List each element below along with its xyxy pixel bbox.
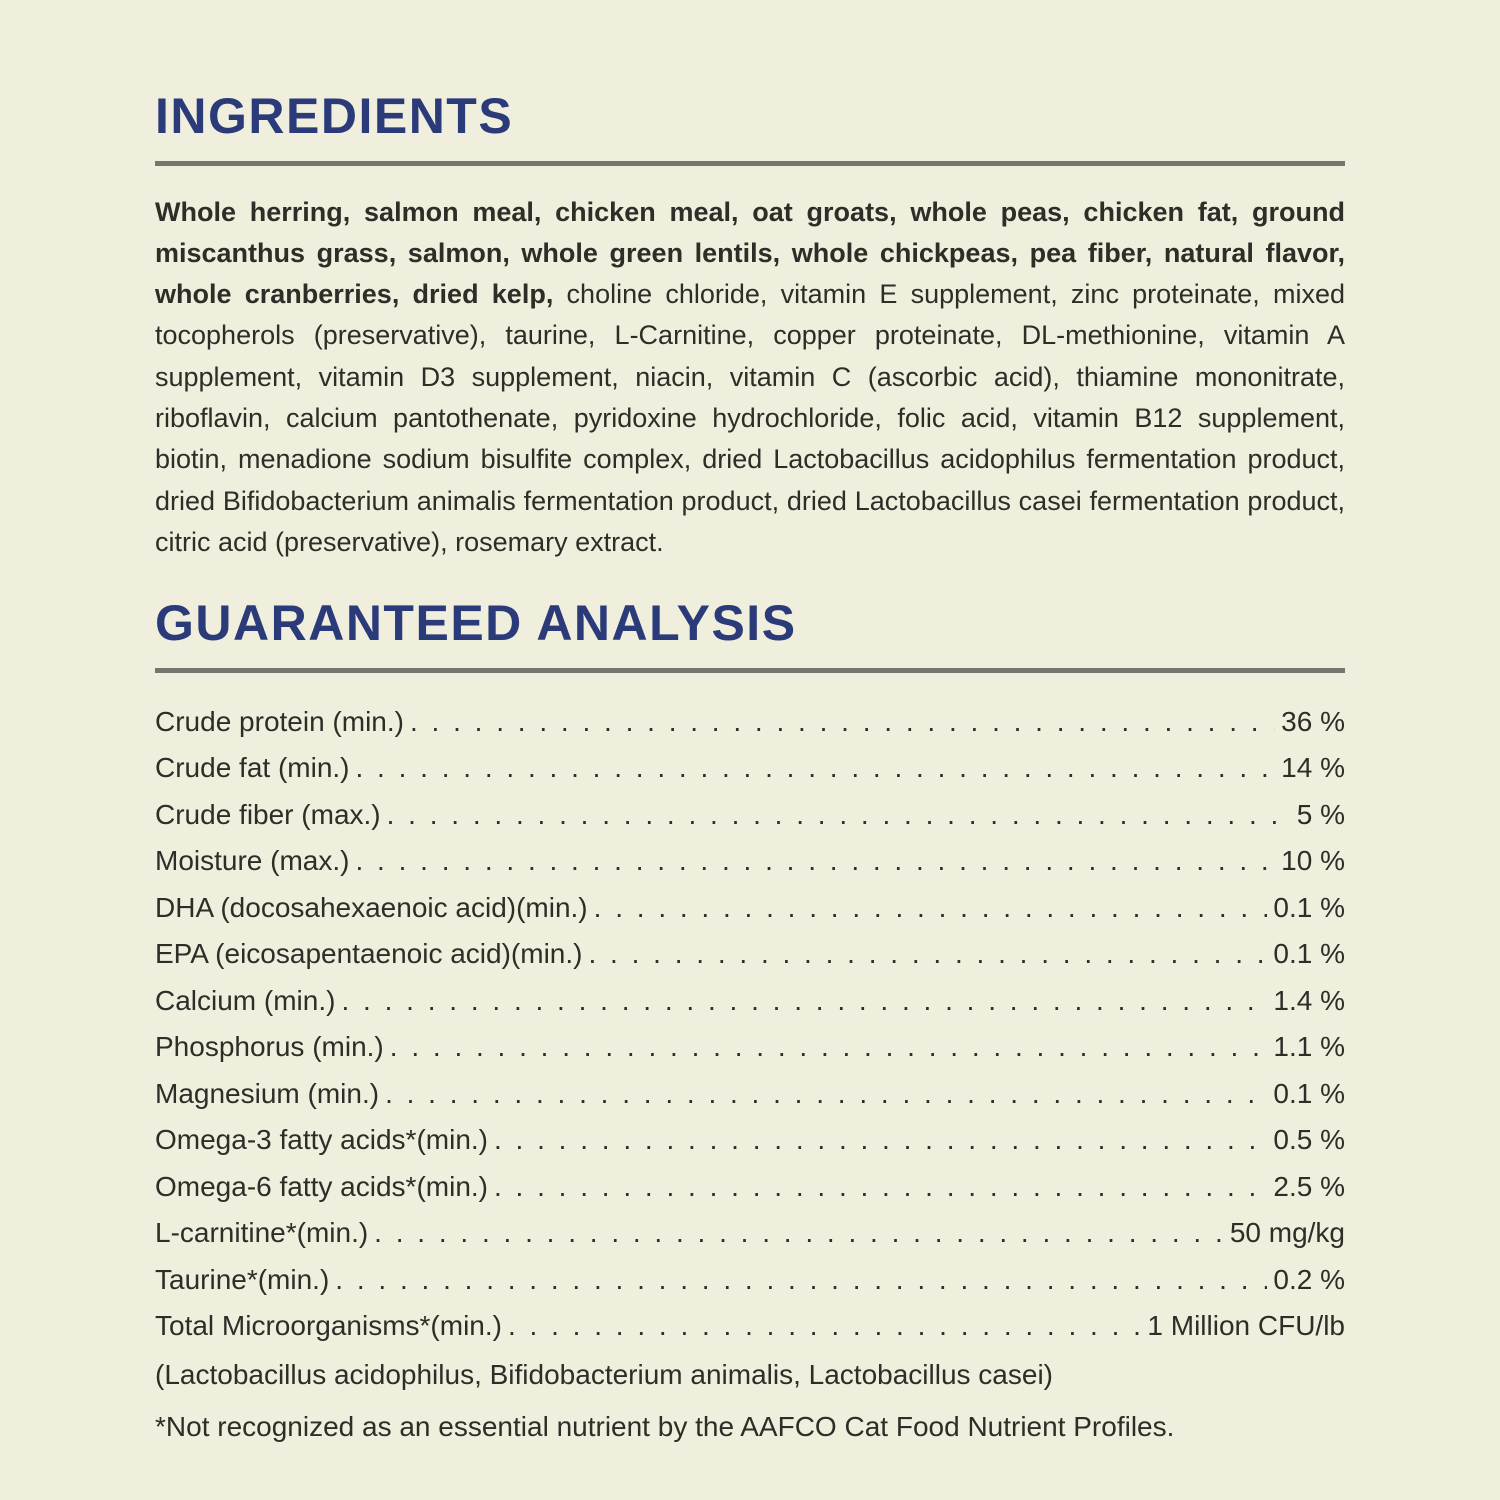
ingredients-primary-list: Whole herring, salmon meal, chicken meal, oat groats, whole peas, chicken fat, ground miscanthus grass, salmon, whole green lentils, whole chickpeas, pea fiber, natural flavor, whole cranberries, dried kelp, [155,196,1345,310]
analysis-row-crude-fat [155,745,1345,792]
analysis-label: EPA (eicosapentaenoic acid)(min.) [155,938,583,970]
analysis-label: Crude protein (min.) [155,705,404,737]
analysis-row-magnesium [155,1071,1345,1118]
dot-leader [410,699,1275,746]
analysis-label: Magnesium (min.) [155,1077,380,1109]
dot-leader [494,1164,1267,1211]
analysis-value: 1 Million CFU/lb [1147,1310,1345,1342]
analysis-label: Crude fat (min.) [155,752,350,784]
ingredients-divider [155,161,1345,166]
analysis-row-epa [155,931,1345,978]
analysis-value: 50 mg/kg [1229,1217,1345,1249]
analysis-row-moisture [155,838,1345,885]
ingredients-paragraph [155,192,1345,564]
analysis-value: 0.5 % [1273,1124,1345,1156]
analysis-label: Total Microorganisms*(min.) [155,1310,502,1342]
aafco-footnote: *Not recognized as an essential nutrient by the AAFCO Cat Food Nutrient Profiles. [155,1411,1175,1443]
analysis-row-omega6 [155,1164,1345,1211]
analysis-value: 36 % [1281,705,1345,737]
dot-leader [385,1071,1267,1118]
analysis-value: 0.2 % [1273,1263,1345,1295]
analysis-value: 1.1 % [1273,1031,1345,1063]
dot-leader [335,1257,1267,1304]
analysis-label: Crude fiber (max.) [155,798,381,830]
analysis-value: 0.1 % [1273,891,1345,923]
analysis-value: 1.4 % [1273,984,1345,1016]
microorganisms-detail-line: (Lactobacillus acidophilus, Bifidobacterium animalis, Lactobacillus casei) [155,1358,1053,1390]
dot-leader [594,885,1268,932]
analysis-value: 2.5 % [1273,1170,1345,1202]
analysis-row-omega3 [155,1117,1345,1164]
analysis-value: 10 % [1281,845,1345,877]
ingredients-secondary-list: choline chloride, vitamin E supplement, zinc proteinate, mixed tocopherols (preservative), taurine, L-Carnitine, copper proteinate, DL-methionine, vitamin A supplement, vitamin D3 supplement, niacin, vitamin C (ascorbic acid), thiamine mononitrate, riboflavin, calcium pantothenate, pyridoxine hydrochloride, folic acid, vitamin B12 supplement, biotin, menadione sodium bisulfite complex, dried Lactobacillus acidophilus fermentation product, dried Bifidobacterium animalis fermentation product, dried Lactobacillus casei fermentation product, citric acid (preservative), rosemary extract. [155,279,1346,557]
dot-leader [356,745,1276,792]
analysis-label: Moisture (max.) [155,845,350,877]
analysis-value: 14 % [1281,752,1345,784]
analysis-row-taurine [155,1257,1345,1304]
analysis-value: 5 % [1296,798,1345,830]
guaranteed-analysis-divider [155,668,1345,673]
analysis-label: L-carnitine*(min.) [155,1217,369,1249]
dot-leader [588,931,1267,978]
analysis-value: 0.1 % [1273,1077,1345,1109]
dot-leader [387,792,1291,839]
analysis-row-lcarnitine [155,1210,1345,1257]
analysis-value: 0.1 % [1273,938,1345,970]
dot-leader [341,978,1267,1025]
analysis-row-crude-fiber [155,792,1345,839]
analysis-row-phosphorus [155,1024,1345,1071]
analysis-row-total-microorganisms [155,1303,1345,1350]
analysis-label: Taurine*(min.) [155,1263,330,1295]
analysis-label: DHA (docosahexaenoic acid)(min.) [155,891,588,923]
analysis-label: Phosphorus (min.) [155,1031,384,1063]
dot-leader [508,1303,1141,1350]
dot-leader [494,1117,1267,1164]
analysis-label: Omega-6 fatty acids*(min.) [155,1170,488,1202]
analysis-row-calcium [155,978,1345,1025]
dot-leader [374,1210,1224,1257]
analysis-row-dha [155,885,1345,932]
guaranteed-analysis-table [155,699,1345,1350]
analysis-label: Calcium (min.) [155,984,336,1016]
ingredients-title: INGREDIENTS [155,88,514,144]
guaranteed-analysis-title: GUARANTEED ANALYSIS [155,595,797,652]
dot-leader [355,838,1275,885]
dot-leader [390,1024,1268,1071]
analysis-row-crude-protein [155,699,1345,746]
analysis-label: Omega-3 fatty acids*(min.) [155,1124,488,1156]
